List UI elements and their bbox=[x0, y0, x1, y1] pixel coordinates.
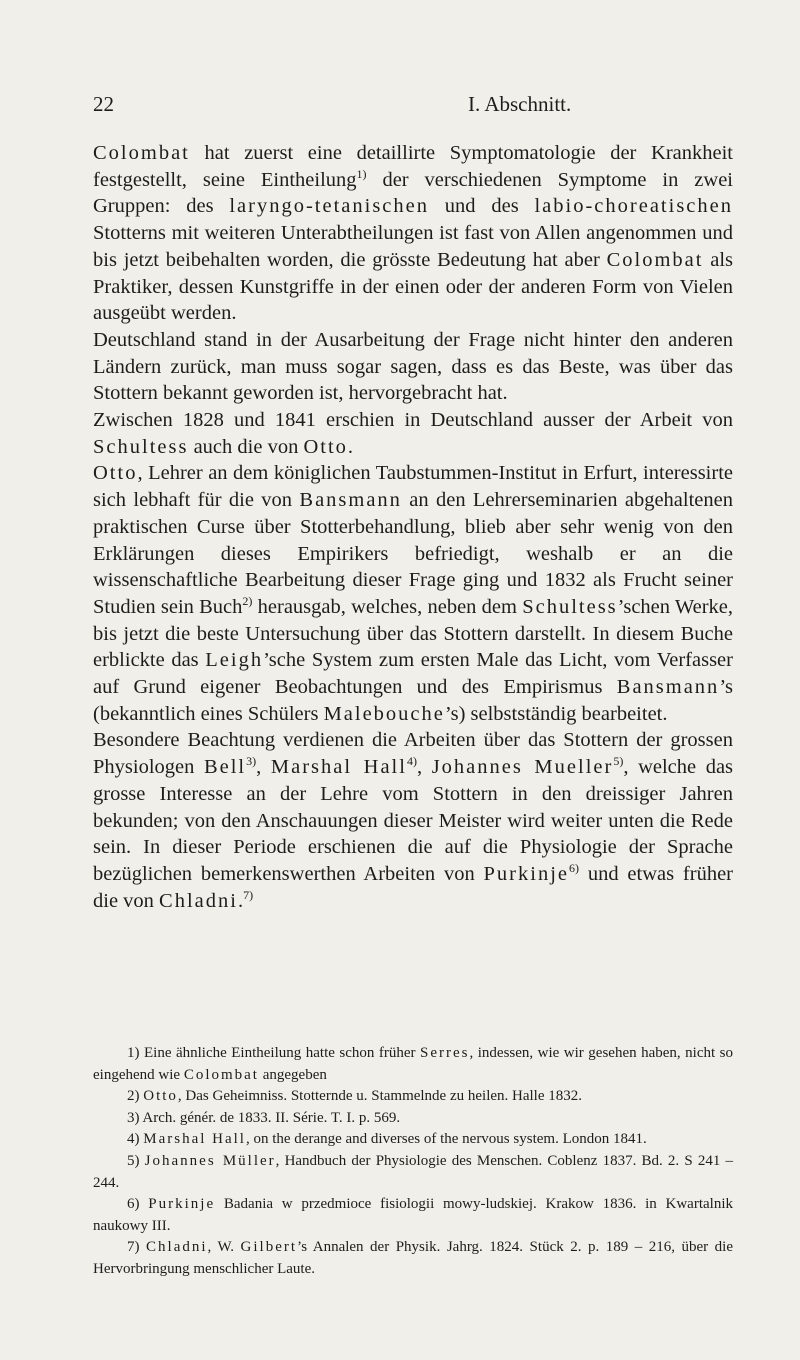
paragraph bbox=[93, 727, 733, 914]
text-run: als Praktiker, dessen Kunstgriffe in der einen oder der anderen Form von Vielen ausgeübt werden. bbox=[93, 248, 733, 325]
page-number: 22 bbox=[93, 92, 114, 116]
footnote bbox=[93, 1086, 733, 1108]
footnote bbox=[93, 1108, 733, 1130]
spaced-name: Otto bbox=[143, 1088, 178, 1105]
footnote bbox=[93, 1237, 733, 1280]
spaced-name: Bansmann bbox=[299, 489, 402, 512]
text-run: , on the derange and diverses of the nervous system. London 1841. bbox=[245, 1131, 647, 1148]
spaced-name: Schultess bbox=[93, 435, 189, 458]
text-run: ’s (bekanntlich eines Schülers bbox=[93, 676, 733, 725]
spaced-name: Chladni bbox=[146, 1239, 208, 1256]
paragraph bbox=[93, 407, 733, 460]
footnote bbox=[93, 1194, 733, 1237]
text-run: der verschiedenen Symptome in zwei Gruppen: des bbox=[93, 168, 733, 218]
text-run: ’s Annalen der Physik. Jahrg. 1824. Stück 2. p. 189 – 216, über die Hervorbringung menschlicher Laute. bbox=[93, 1239, 734, 1277]
spaced-name: Purkinje bbox=[148, 1196, 216, 1213]
text-run: 2) bbox=[127, 1088, 144, 1105]
spaced-name: Marshal Hall bbox=[143, 1131, 246, 1148]
spaced-name: Bell bbox=[203, 756, 247, 779]
text-run: , Das Geheimniss. Stotternde u. Stammelnde zu heilen. Halle 1832. bbox=[177, 1088, 583, 1105]
text-run: an den Lehrerseminarien abgehaltenen praktischen Curse über Stotterbehandlung, blieb aber sehr wenig von den Erklärungen dieses Empirikers befriedigt, weshalb er an die wissenschaftliche Bearbeitung dieser Frage ging und 1832 als Frucht seiner Studien sein Buch bbox=[93, 489, 733, 618]
spaced-name: Otto bbox=[93, 462, 138, 485]
spaced-name: Schultess bbox=[522, 595, 618, 618]
text-run: 6) bbox=[127, 1196, 149, 1213]
spaced-name: Colombat bbox=[93, 142, 190, 164]
text-run: Besondere Beachtung verdienen die Arbeiten über das Stottern der grossen Physiologen bbox=[93, 729, 733, 779]
paragraph bbox=[93, 327, 733, 407]
text-run: ’s) selbstständig bearbeitet. bbox=[444, 702, 668, 725]
text-run: auch die von bbox=[188, 435, 304, 458]
text-run: , Handbuch der Physiologie des Menschen. Coblenz 1837. Bd. 2. S 241 – 244. bbox=[93, 1152, 733, 1191]
footnote-marker: 6) bbox=[569, 861, 579, 876]
footnote-marker: 5) bbox=[613, 754, 624, 769]
running-head: I. Abschnitt. bbox=[468, 92, 572, 116]
spaced-name: Otto bbox=[303, 435, 348, 458]
spaced-name: Gilbert bbox=[240, 1239, 298, 1256]
page-header bbox=[93, 92, 733, 122]
text-run: , bbox=[256, 756, 271, 779]
footnote bbox=[93, 1129, 733, 1151]
paragraph bbox=[93, 460, 733, 727]
text-run: hat zuerst eine detaillirte Symptomatologie der Krankheit festgestellt, seine Eintheilung bbox=[93, 142, 733, 191]
footnote-marker: 3) bbox=[246, 754, 257, 769]
paragraph bbox=[93, 140, 733, 327]
text-run: 7) bbox=[127, 1239, 147, 1256]
footnote-marker: 7) bbox=[243, 887, 254, 902]
text-run: herausgab, welches, neben dem bbox=[252, 595, 523, 618]
spaced-name: Leigh bbox=[205, 649, 264, 672]
spaced-name: Johannes Mueller bbox=[431, 756, 614, 779]
text-run: 1) Eine ähnliche Eintheilung hatte schon früher bbox=[127, 1045, 421, 1061]
text-run: . bbox=[237, 889, 244, 912]
text-run: , welche das grosse Interesse an der Lehre vom Stottern in den dreissiger Jahren bekunden; von den Anschauungen dieser Meister wird weiter unten die Rede sein. In dieser Periode erschienen die auf die Physiologie der Sprache bezüglichen bemerkenswerthen Arbeiten von bbox=[93, 756, 734, 885]
spaced-name: Serres bbox=[420, 1045, 470, 1061]
text-run: , Lehrer an dem königlichen Taubstummen-Institut in Erfurt, interessirte sich lebhaft für die von bbox=[93, 462, 733, 512]
footnote-marker: 2) bbox=[242, 594, 253, 609]
spaced-name: labio-choreatischen bbox=[534, 195, 733, 218]
text-run: , W. bbox=[207, 1239, 241, 1256]
spaced-name: Bansmann bbox=[616, 676, 720, 699]
spaced-name: Chladni bbox=[159, 889, 238, 912]
text-run: und des bbox=[429, 195, 535, 218]
text-run: , indessen, wie wir gesehen haben, nicht so eingehend wie bbox=[93, 1045, 733, 1083]
text-run: ’sche System zum ersten Male das Licht, vom Verfasser auf Grund eigener Beobachtungen und des Empirismus bbox=[93, 649, 733, 699]
text-run: Stotterns mit weiteren Unterabtheilungen ist fast von Allen angenommen und bis jetzt beibehalten worden, die grösste Bedeutung hat aber bbox=[93, 222, 733, 271]
text-run: ’schen Werke, bis jetzt die beste Untersuchung über das Stottern darstellt. In diesem Buche erblickte das bbox=[93, 595, 733, 672]
text-run: angegeben bbox=[258, 1066, 327, 1083]
spaced-name: Colombat bbox=[606, 248, 704, 271]
spaced-name: Purkinje bbox=[483, 862, 569, 885]
text-run: 3) Arch. génér. de 1833. II. Série. T. I. p. 569. bbox=[127, 1109, 401, 1126]
spaced-name: Marshal Hall bbox=[270, 756, 407, 779]
footnotes bbox=[93, 1043, 733, 1281]
footnote bbox=[93, 1151, 733, 1194]
spaced-name: Johannes Müller bbox=[144, 1152, 276, 1169]
text-run: Badania w przedmioce fisiologii mowy-ludskiej. Krakow 1836. in Kwartalnik naukowy III. bbox=[93, 1196, 733, 1234]
footnote-marker: 1) bbox=[356, 166, 367, 181]
text-run: , bbox=[416, 756, 432, 779]
text-run: 4) bbox=[127, 1131, 144, 1148]
body-text bbox=[93, 140, 733, 914]
spaced-name: laryngo-tetanischen bbox=[229, 195, 430, 218]
text-run: Zwischen 1828 und 1841 erschien in Deutschland ausser der Arbeit von bbox=[93, 409, 733, 432]
footnote-marker: 4) bbox=[406, 754, 417, 769]
text-run: und etwas früher die von bbox=[93, 862, 733, 912]
text-run: . bbox=[347, 435, 354, 458]
spaced-name: Malebouche bbox=[323, 702, 445, 725]
text-run: Deutschland stand in der Ausarbeitung der Frage nicht hinter den anderen Ländern zurück, man muss sogar sagen, dass es das Beste, was über das Stottern bekannt geworden ist, hervorgebracht hat. bbox=[93, 328, 733, 405]
text-run: 5) bbox=[127, 1152, 145, 1169]
footnote bbox=[93, 1043, 733, 1086]
spaced-name: Colombat bbox=[183, 1066, 259, 1083]
